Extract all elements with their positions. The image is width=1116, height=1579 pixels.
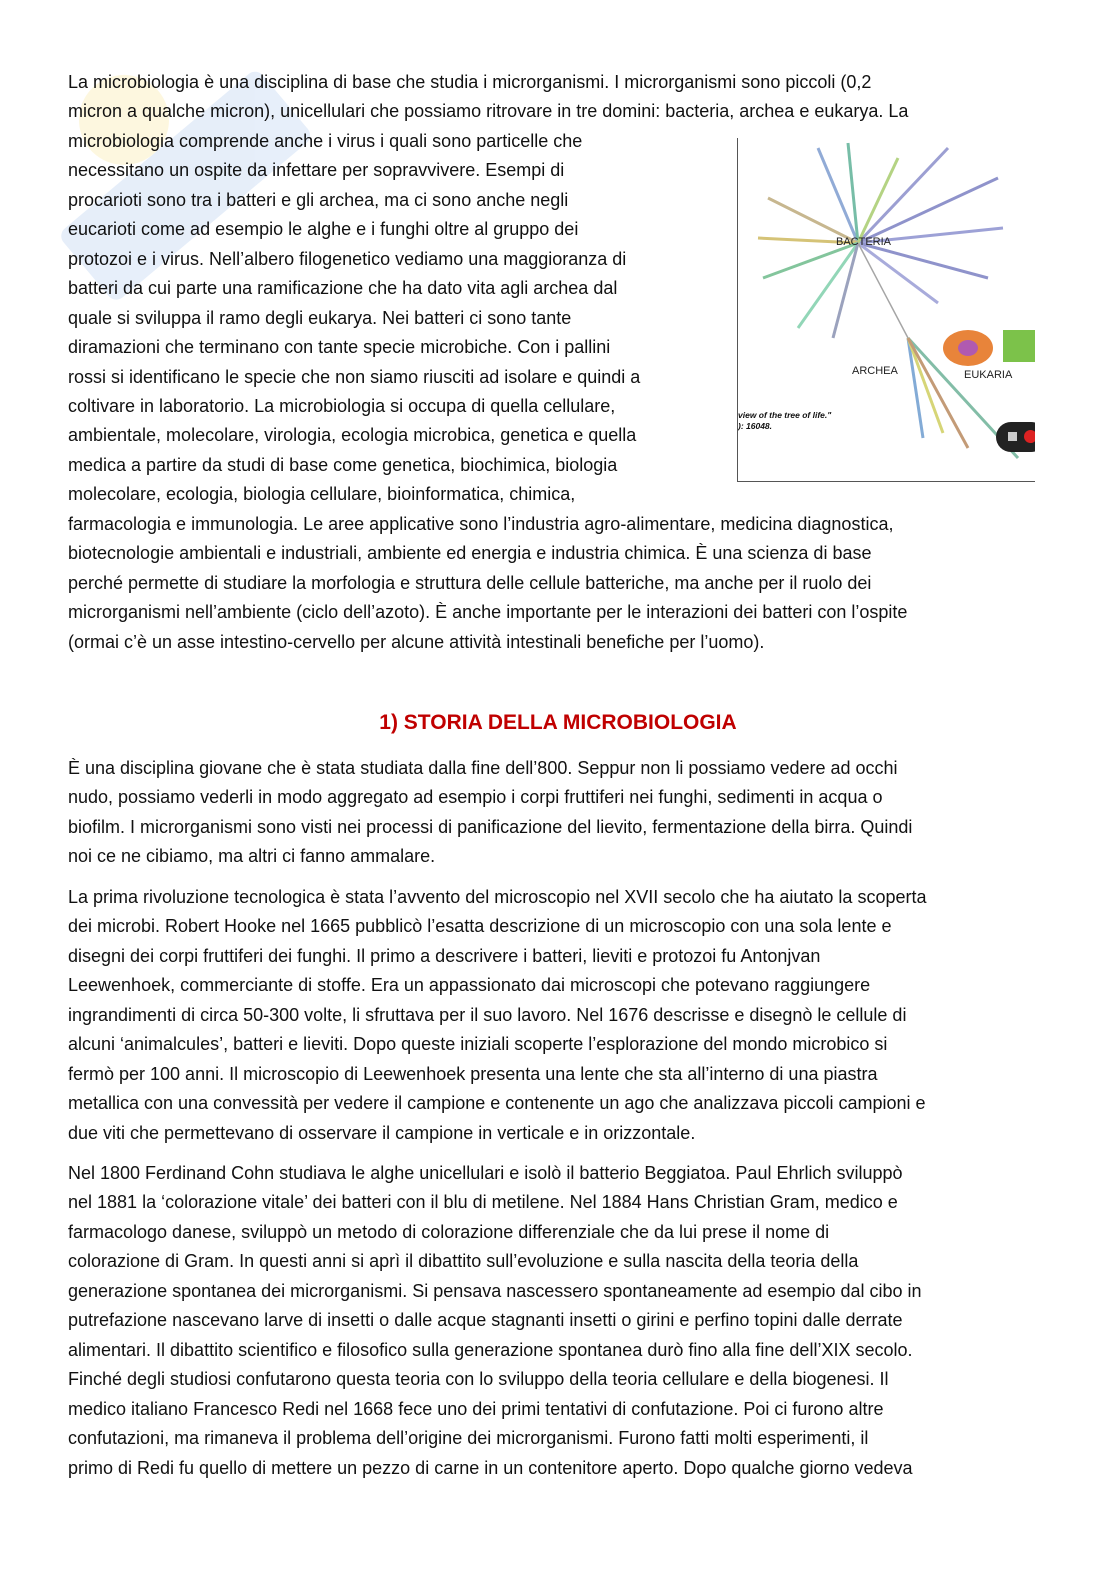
text-line: biofilm. I microrganismi sono visti nei processi di panificazione del lievito, fermentazione della birra. Quindi	[68, 816, 913, 837]
archea-label: ARCHEA	[852, 365, 898, 377]
text-line: diramazioni che terminano con tante specie microbiche. Con i pallini	[68, 337, 611, 358]
eukaria-label: EUKARIA	[964, 369, 1013, 381]
text-line: Leewenhoek, commerciante di stoffe. Era un appassionato dai microscopi che potevano raggiungere	[68, 975, 871, 996]
figure-citation	[738, 410, 831, 432]
text-line: microrganismi nell’ambiente (ciclo dell’azoto). È anche importante per le interazioni dei batteri con l’ospite	[68, 602, 908, 623]
text-line: ingrandimenti di circa 50-300 volte, li sfruttava per il suo lavoro. Nel 1676 descrisse e disegnò le cellule di	[68, 1004, 907, 1025]
text-line: farmacologia e immunologia. Le aree applicative sono l’industria agro-alimentare, medicina diagnostica,	[68, 513, 894, 534]
phylogenetic-tree-figure	[737, 138, 1035, 482]
citation-line: view of the tree of life."	[738, 410, 832, 420]
text-line: alimentari. Il dibattito scientifico e filosofico sulla generazione spontanea durò fino alla fine dell’XIX secolo.	[68, 1339, 913, 1360]
text-line: microbiologia comprende anche i virus i quali sono particelle che	[68, 130, 583, 151]
text-line: (ormai c’è un asse intestino-cervello per alcune attività intestinali benefiche per l’uomo).	[68, 631, 765, 652]
text-line: medica a partire da studi di base come genetica, biochimica, biologia	[68, 454, 618, 475]
text-line: primo di Redi fu quello di mettere un pezzo di carne in un contenitore aperto. Dopo qualche giorno vedeva	[68, 1457, 913, 1478]
text-line: due viti che permettevano di osservare il campione in verticale e in orizzontale.	[68, 1122, 696, 1143]
text-line: disegni dei corpi fruttiferi dei funghi. Il primo a descrivere i batteri, lieviti e protozoi fu Antonjvan	[68, 945, 821, 966]
text-line: putrefazione nascevano larve di insetti o dalle acque stagnanti insetti o girini e perfino topini dalle derrate	[68, 1310, 903, 1331]
text-line: È una disciplina giovane che è stata studiata dalla fine dell’800. Seppur non li possiamo vedere ad occhi	[68, 758, 898, 778]
text-line: alcuni ‘animalcules’, batteri e lieviti. Dopo queste iniziali scoperte l’esplorazione del mondo microbico si	[68, 1034, 888, 1055]
text-line: metallica con una convessità per vedere il campione e contenente un ago che analizzava piccoli campioni e	[68, 1093, 926, 1114]
text-line: procarioti sono tra i batteri e gli archea, ma ci sono anche negli	[68, 189, 569, 210]
text-line: rossi si identificano le specie che non siamo riusciti ad isolare e quindi a	[68, 366, 641, 387]
text-line: confutazioni, ma rimaneva il problema dell’origine dei microrganismi. Furono fatti molti esperimenti, il	[68, 1428, 869, 1449]
text-line: generazione spontanea dei microrganismi. Si pensava nascessero spontaneamente ad esempio dal cibo in	[68, 1280, 922, 1301]
text-line: Finché degli studiosi confutarono questa teoria con lo sviluppo della teoria cellulare e della biogenesi. Il	[68, 1369, 889, 1390]
text-line: medico italiano Francesco Redi nel 1668 fece uno dei primi tentativi di confutazione. Poi ci furono altre	[68, 1398, 884, 1419]
text-line: nel 1881 la ‘colorazione vitale’ dei batteri con il blu di metilene. Nel 1884 Hans Christian Gram, medico e	[68, 1192, 898, 1213]
text-line: eucarioti come ad esempio le alghe e i funghi oltre al gruppo dei	[68, 219, 579, 240]
bacteria-label: BACTERIA	[836, 236, 892, 248]
text-line: fermò per 100 anni. Il microscopio di Leewenhoek presenta una lente che sta all’interno di una piastra	[68, 1063, 878, 1084]
text-line: molecolare, ecologia, biologia cellulare, bioinformatica, chimica,	[68, 484, 576, 505]
text-line: ambientale, molecolare, virologia, ecologia microbica, genetica e quella	[68, 425, 637, 446]
section-heading: 1) STORIA DELLA MICROBIOLOGIA	[379, 711, 737, 734]
text-line: La prima rivoluzione tecnologica è stata l’avvento del microscopio nel XVII secolo che ha aiutato la scoperta	[68, 887, 927, 907]
text-line: protozoi e i virus. Nell’albero filogenetico vediamo una maggioranza di	[68, 248, 627, 269]
text-line: farmacologo danese, sviluppò un metodo di colorazione differenziale che da lui prese il nome di	[68, 1221, 830, 1242]
text-line: Nel 1800 Ferdinand Cohn studiava le alghe unicellulari e isolò il batterio Beggiatoa. Paul Ehrlich sviluppò	[68, 1163, 903, 1183]
text-line: La microbiologia è una disciplina di base che studia i microrganismi. I microrganismi sono piccoli (0,2	[68, 72, 872, 92]
stop-icon[interactable]	[1008, 432, 1017, 441]
citation-line: ): 16048.	[738, 421, 773, 431]
text-line: noi ce ne cibiamo, ma altri ci fanno ammalare.	[68, 846, 436, 867]
text-line: necessitano un ospite da infettare per sopravvivere. Esempi di	[68, 160, 565, 181]
text-line: quale si sviluppa il ramo degli eukarya. Nei batteri ci sono tante	[68, 307, 572, 328]
text-line: biotecnologie ambientali e industriali, ambiente ed energia e industria chimica. È una scienza di base	[68, 543, 872, 564]
recording-control[interactable]	[996, 422, 1035, 452]
text-line: nudo, possiamo vederli in modo aggregato ad esempio i corpi fruttiferi nei funghi, sedimenti in acqua o	[68, 787, 883, 808]
text-line: colorazione di Gram. In questi anni si aprì il dibattito sull’evoluzione e sulla nascita della teoria della	[68, 1251, 859, 1272]
text-line: dei microbi. Robert Hooke nel 1665 pubblicò l’esatta descrizione di un microscopio con una sola lente e	[68, 916, 892, 937]
text-line: perché permette di studiare la morfologia e struttura delle cellule batteriche, ma anche per il ruolo dei	[68, 572, 872, 593]
record-icon[interactable]	[1024, 430, 1035, 443]
text-line: coltivare in laboratorio. La microbiologia si occupa di quella cellulare,	[68, 395, 616, 416]
text-line: batteri da cui parte una ramificazione che ha dato vita agli archea dal	[68, 278, 618, 299]
text-line: micron a qualche micron), unicellulari che possiamo ritrovare in tre domini: bacteria, archea e eukarya. La	[68, 101, 909, 122]
